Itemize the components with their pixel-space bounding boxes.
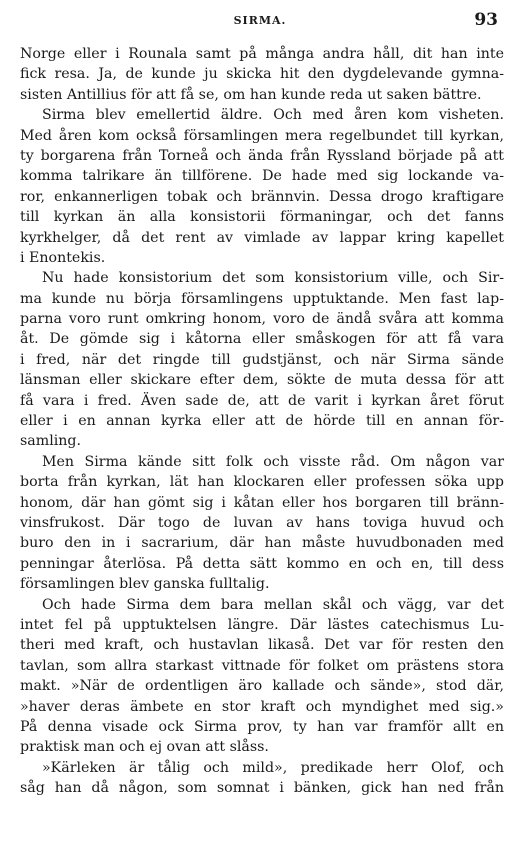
text-line: eller i en annan kyrka eller att de hörde till en annan för- [20, 413, 504, 430]
text-line: kyrkhelger, då det rent av vimlade av lappar kring kapellet [20, 229, 504, 246]
text-line: »Kärleken är tålig och mild», predikade herr Olof, och [42, 759, 504, 776]
text-line: såg han då någon, som somnat i bänken, gick han ned från [20, 780, 504, 797]
text-line: vinsfrukost. Där togo de luvan av hans toviga huvud och [20, 514, 504, 531]
text-line: länsman eller skickare efter dem, sökte de muta dessa för att [20, 372, 504, 389]
text-line: parna voro runt omkring honom, voro de ändå svåra att komma [20, 311, 504, 328]
text-line: ty borgarena från Torneå och ända från Ryssland började på att [20, 147, 504, 164]
text-line: Med åren kom också församlingen mera regelbundet till kyrkan, [20, 127, 504, 144]
text-line: åt. De gömde sig i kåtorna eller småskogen för att få vara [20, 331, 504, 348]
text-line: fick resa. Ja, de kunde ju skicka hit den dygdelevande gymna- [20, 66, 504, 83]
body-text [20, 44, 504, 798]
text-line: På denna visade ock Sirma prov, ty han var framför allt en [20, 718, 504, 735]
text-line: honom, där han gömt sig i kåtan eller hos borgaren till bränn- [20, 494, 504, 511]
page-number: 93 [474, 10, 498, 30]
text-line: församlingen blev ganska fulltalig. [20, 576, 270, 593]
text-line: Men Sirma kände sitt folk och visste råd. Om någon var [42, 453, 504, 470]
text-line: samling. [20, 433, 81, 450]
text-line: ma kunde nu börja församlingens upptuktande. Men fast lap- [20, 290, 504, 307]
text-line: theri med kraft, och hustavlan likaså. Det var för resten den [20, 637, 504, 654]
text-line: komma talrikare än tillförene. De hade med sig lockande va- [20, 168, 504, 185]
text-line: borta från kyrkan, lät han klockaren eller professen söka upp [20, 474, 504, 491]
text-line: Norge eller i Rounala samt på många andra håll, dit han inte [20, 46, 504, 62]
text-line: Och hade Sirma dem bara mellan skål och vägg, var det [42, 596, 504, 613]
text-line: Sirma blev emellertid äldre. Och med åren kom visheten. [42, 107, 504, 124]
page-header [0, 0, 520, 44]
text-line: till kyrkan än alla konsistorii förmaningar, och det fanns [20, 209, 504, 226]
text-line: få vara i fred. Även sade de, att de varit i kyrkan året förut [20, 392, 504, 409]
text-line: praktisk man och ej ovan att slåss. [20, 739, 269, 756]
text-line: ror, enkannerligen tobak och brännvin. Dessa drogo kraftigare [20, 188, 504, 205]
text-line: i fred, när det ringde till gudstjänst, och när Sirma sände [20, 351, 504, 368]
text-line: buro den in i sacrarium, där han måste huvudbonaden med [20, 535, 504, 552]
text-line: penningar återlösa. På detta sätt kommo en och en, till dess [20, 555, 504, 572]
running-head: SIRMA. [233, 14, 287, 27]
text-line: tavlan, som allra starkast vittnade för folket om prästens stora [20, 657, 504, 674]
text-line: Nu hade konsistorium det som konsistorium ville, och Sir- [42, 270, 504, 287]
text-line: makt. »När de ordentligen äro kallade och sände», stod där, [20, 678, 504, 695]
text-line: »haver deras ämbete en stor kraft och myndighet med sig.» [20, 698, 504, 715]
text-line: intet fel på upptuktelsen längre. Där lästes catechismus Lu- [20, 616, 504, 633]
text-line: sisten Antillius för att få se, om han kunde reda ut saken bättre. [20, 86, 482, 103]
text-line: i Enontekis. [20, 249, 106, 266]
